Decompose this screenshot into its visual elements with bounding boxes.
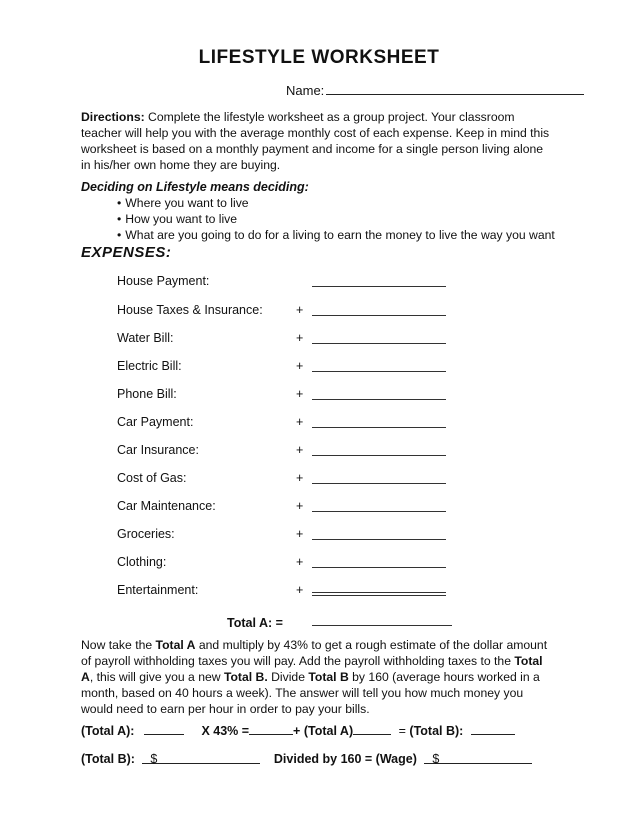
expense-label-car-payment: Car Payment: (117, 415, 194, 429)
wage-blank[interactable] (424, 752, 532, 764)
dollar-sign: $ (432, 752, 440, 766)
plus-sign: + (296, 443, 304, 457)
expense-label-house-taxes: House Taxes & Insurance: (117, 303, 263, 317)
expense-input-water-bill[interactable] (312, 343, 446, 344)
expense-label-electric-bill: Electric Bill: (117, 359, 182, 373)
plus-sign: + (296, 555, 304, 569)
tax-blank[interactable] (249, 723, 293, 735)
expense-input-electric-bill[interactable] (312, 371, 446, 372)
total-a-blank-2[interactable] (353, 723, 391, 735)
expense-input-car-insurance[interactable] (312, 455, 446, 456)
plus-sign: + (296, 359, 304, 373)
instructions-term: Total B. (223, 670, 268, 684)
formula-total-b-label-2: (Total B): (81, 752, 135, 766)
expense-label-car-insurance: Car Insurance: (117, 443, 199, 457)
formula-row-2 (81, 752, 551, 766)
instructions-text: by 160 (average hours worked in a month, based on 40 hours a week). The answer will tell you how much money you would need to earn per hour in order to pay your bills. (81, 670, 540, 716)
expense-input-groceries[interactable] (312, 539, 446, 540)
total-a-label: Total A: = (227, 616, 283, 630)
formula-times-label: X 43% = (201, 724, 250, 738)
formula-equals: = (398, 724, 406, 738)
sum-rule (312, 592, 446, 593)
expense-label-water-bill: Water Bill: (117, 331, 174, 345)
expense-input-cost-of-gas[interactable] (312, 483, 446, 484)
expense-input-car-maintenance[interactable] (312, 511, 446, 512)
total-a-input[interactable] (312, 625, 452, 626)
expense-label-entertainment: Entertainment: (117, 583, 199, 597)
name-row (286, 82, 584, 98)
list-item: • What are you going to do for a living to earn the money to live the way you want (117, 227, 555, 243)
instructions-text: Now take the (81, 638, 156, 652)
expense-label-cost-of-gas: Cost of Gas: (117, 471, 187, 485)
plus-sign: + (296, 527, 304, 541)
list-item: • Where you want to live (117, 195, 555, 211)
plus-sign: + (296, 499, 304, 513)
plus-sign: + (296, 471, 304, 485)
directions-text: Complete the lifestyle worksheet as a group project. Your classroom teacher will help you with the average monthly cost of each expense. Keep in mind this worksheet is based on a monthly payment and income for a single person living alone in his/her own home they are buying. (81, 110, 550, 172)
instructions-paragraph (81, 637, 551, 717)
dollar-sign: $ (150, 752, 158, 766)
plus-sign: + (296, 303, 304, 317)
deciding-heading: Deciding on Lifestyle means deciding: (81, 180, 309, 194)
directions-label: Directions: (81, 110, 145, 124)
plus-sign: + (296, 583, 304, 597)
plus-sign: + (296, 415, 304, 429)
instructions-text: , this will give you a new (89, 670, 224, 684)
total-a-blank[interactable] (144, 723, 184, 735)
plus-sign: + (296, 387, 304, 401)
formula-total-a-label: (Total A): (81, 724, 135, 738)
plus-sign: + (296, 331, 304, 345)
directions-paragraph (81, 109, 551, 173)
expense-label-phone-bill: Phone Bill: (117, 387, 177, 401)
name-input-line[interactable] (326, 82, 584, 95)
formula-row-1 (81, 723, 551, 738)
instructions-term: Total A (155, 638, 196, 652)
expense-input-car-payment[interactable] (312, 427, 446, 428)
expense-input-house-taxes[interactable] (312, 315, 446, 316)
formula-plus-total-a: + (Total A) (293, 724, 354, 738)
total-b-dollar-blank[interactable] (142, 752, 260, 764)
expense-label-groceries: Groceries: (117, 527, 175, 541)
formula-divided-label: Divided by 160 = (Wage) (273, 752, 417, 766)
expense-input-house-payment[interactable] (312, 286, 446, 287)
list-item: • How you want to live (117, 211, 555, 227)
expense-label-house-payment: House Payment: (117, 274, 210, 288)
name-label: Name: (286, 83, 325, 98)
formula-total-b-label: (Total B): (409, 724, 464, 738)
deciding-list (117, 195, 555, 243)
expense-label-clothing: Clothing: (117, 555, 167, 569)
expense-input-phone-bill[interactable] (312, 399, 446, 400)
instructions-text: and multiply by 43% to get a rough estimate of the dollar amount of payroll withholding taxes you will pay. Add the payroll withholding taxes to the (81, 638, 548, 668)
instructions-term: Total A (81, 654, 543, 684)
total-b-blank[interactable] (471, 723, 515, 735)
page-title: LIFESTYLE WORKSHEET (198, 47, 440, 68)
expense-input-entertainment[interactable] (312, 595, 446, 596)
expense-label-car-maintenance: Car Maintenance: (117, 499, 216, 513)
expense-input-clothing[interactable] (312, 567, 446, 568)
instructions-text: Divide (267, 670, 309, 684)
expenses-heading: EXPENSES: (81, 244, 172, 261)
instructions-term: Total B (308, 670, 349, 684)
